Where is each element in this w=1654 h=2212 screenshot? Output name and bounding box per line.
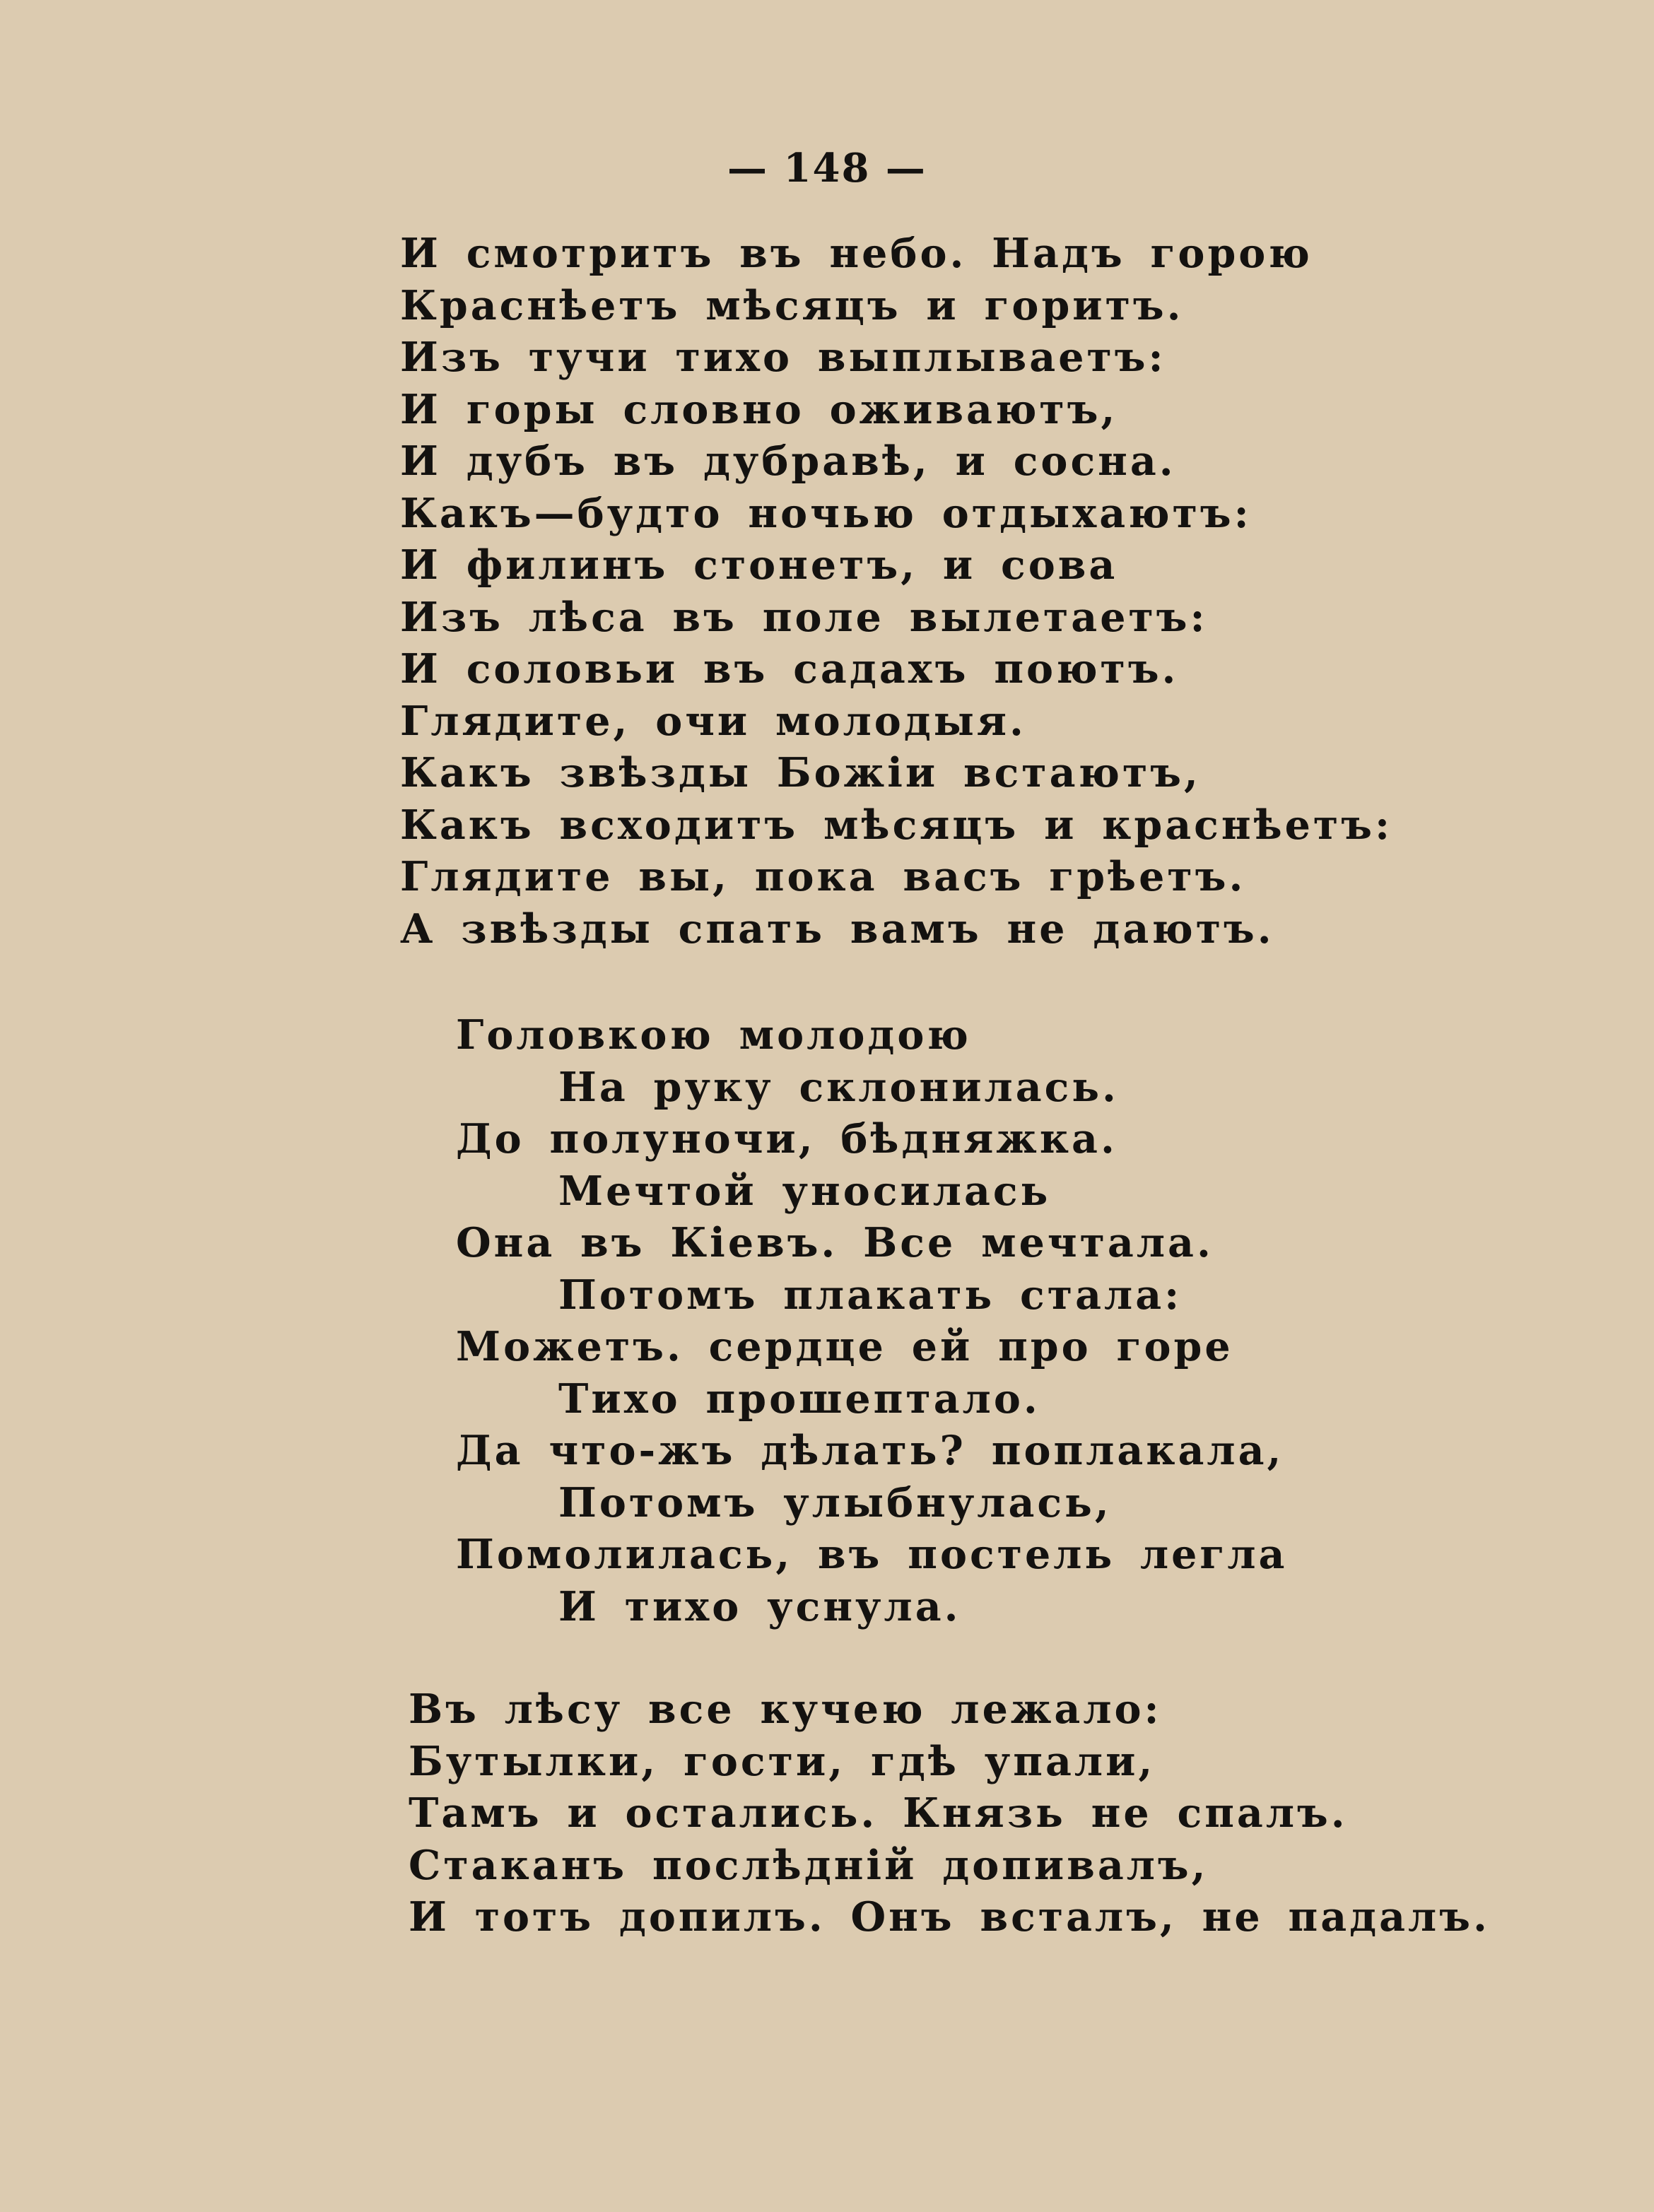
stanza-2 xyxy=(456,1009,1287,1632)
stanza-1 xyxy=(400,228,1392,955)
poem-line: До полуночи, бѣдняжка. xyxy=(456,1115,1118,1163)
poem-line: Потомъ плакать стала: xyxy=(558,1271,1183,1319)
poem-line: Какъ всходитъ мѣсяцъ и краснѣетъ: xyxy=(400,801,1392,849)
poem-line: Да что-жъ дѣлать? поплакала, xyxy=(456,1427,1284,1474)
poem-line: Головкою молодою xyxy=(456,1011,971,1059)
poem-line: Какъ—будто ночью отдыхаютъ: xyxy=(400,489,1252,537)
poem-line: Мечтой уносилась xyxy=(558,1167,1051,1215)
poem-line: И тотъ допилъ. Онъ всталъ, не падалъ. xyxy=(409,1893,1490,1941)
poem-line: Потомъ улыбнулась, xyxy=(558,1478,1112,1526)
poem-line: И соловьи въ садахъ поютъ. xyxy=(400,645,1179,693)
poem-line: Краснѣетъ мѣсяцъ и горитъ. xyxy=(400,281,1184,329)
poem-line: Она въ Кіевъ. Все мечтала. xyxy=(456,1219,1214,1266)
poem-line: Глядите, очи молодыя. xyxy=(400,697,1026,745)
page-number: — 148 — xyxy=(727,145,927,192)
poem-line: На руку склонилась. xyxy=(558,1063,1119,1111)
poem-line: А звѣзды спать вамъ не даютъ. xyxy=(400,905,1274,953)
poem-line: И тихо уснула. xyxy=(558,1582,961,1630)
poem-line: Изъ тучи тихо выплываетъ: xyxy=(400,334,1166,381)
poem-line: Изъ лѣса въ поле вылетаетъ: xyxy=(400,593,1208,641)
poem-line: Тамъ и остались. Князь не спалъ. xyxy=(409,1789,1348,1837)
poem-line: Глядите вы, пока васъ грѣетъ. xyxy=(400,853,1246,900)
poem-line: Бутылки, гости, гдѣ упали, xyxy=(409,1737,1156,1785)
poem-line: Стаканъ послѣдній допивалъ, xyxy=(409,1841,1209,1889)
poem-line: Можетъ. сердце ей про горе xyxy=(456,1323,1233,1370)
poem-line: Какъ звѣзды Божіи встаютъ, xyxy=(400,749,1201,796)
poem-line: Въ лѣсу все кучею лежало: xyxy=(409,1686,1162,1733)
poem-line: И дубъ въ дубравѣ, и сосна. xyxy=(400,437,1176,485)
poem-line: Тихо прошептало. xyxy=(558,1375,1040,1423)
poem-line: Помолилась, въ постель легла xyxy=(456,1531,1288,1578)
poem-line: И смотритъ въ небо. Надъ горою xyxy=(400,230,1313,277)
stanza-3 xyxy=(409,1683,1490,1943)
poem-line: И филинъ стонетъ, и сова xyxy=(400,541,1118,589)
poem-line: И горы словно оживаютъ, xyxy=(400,385,1118,433)
